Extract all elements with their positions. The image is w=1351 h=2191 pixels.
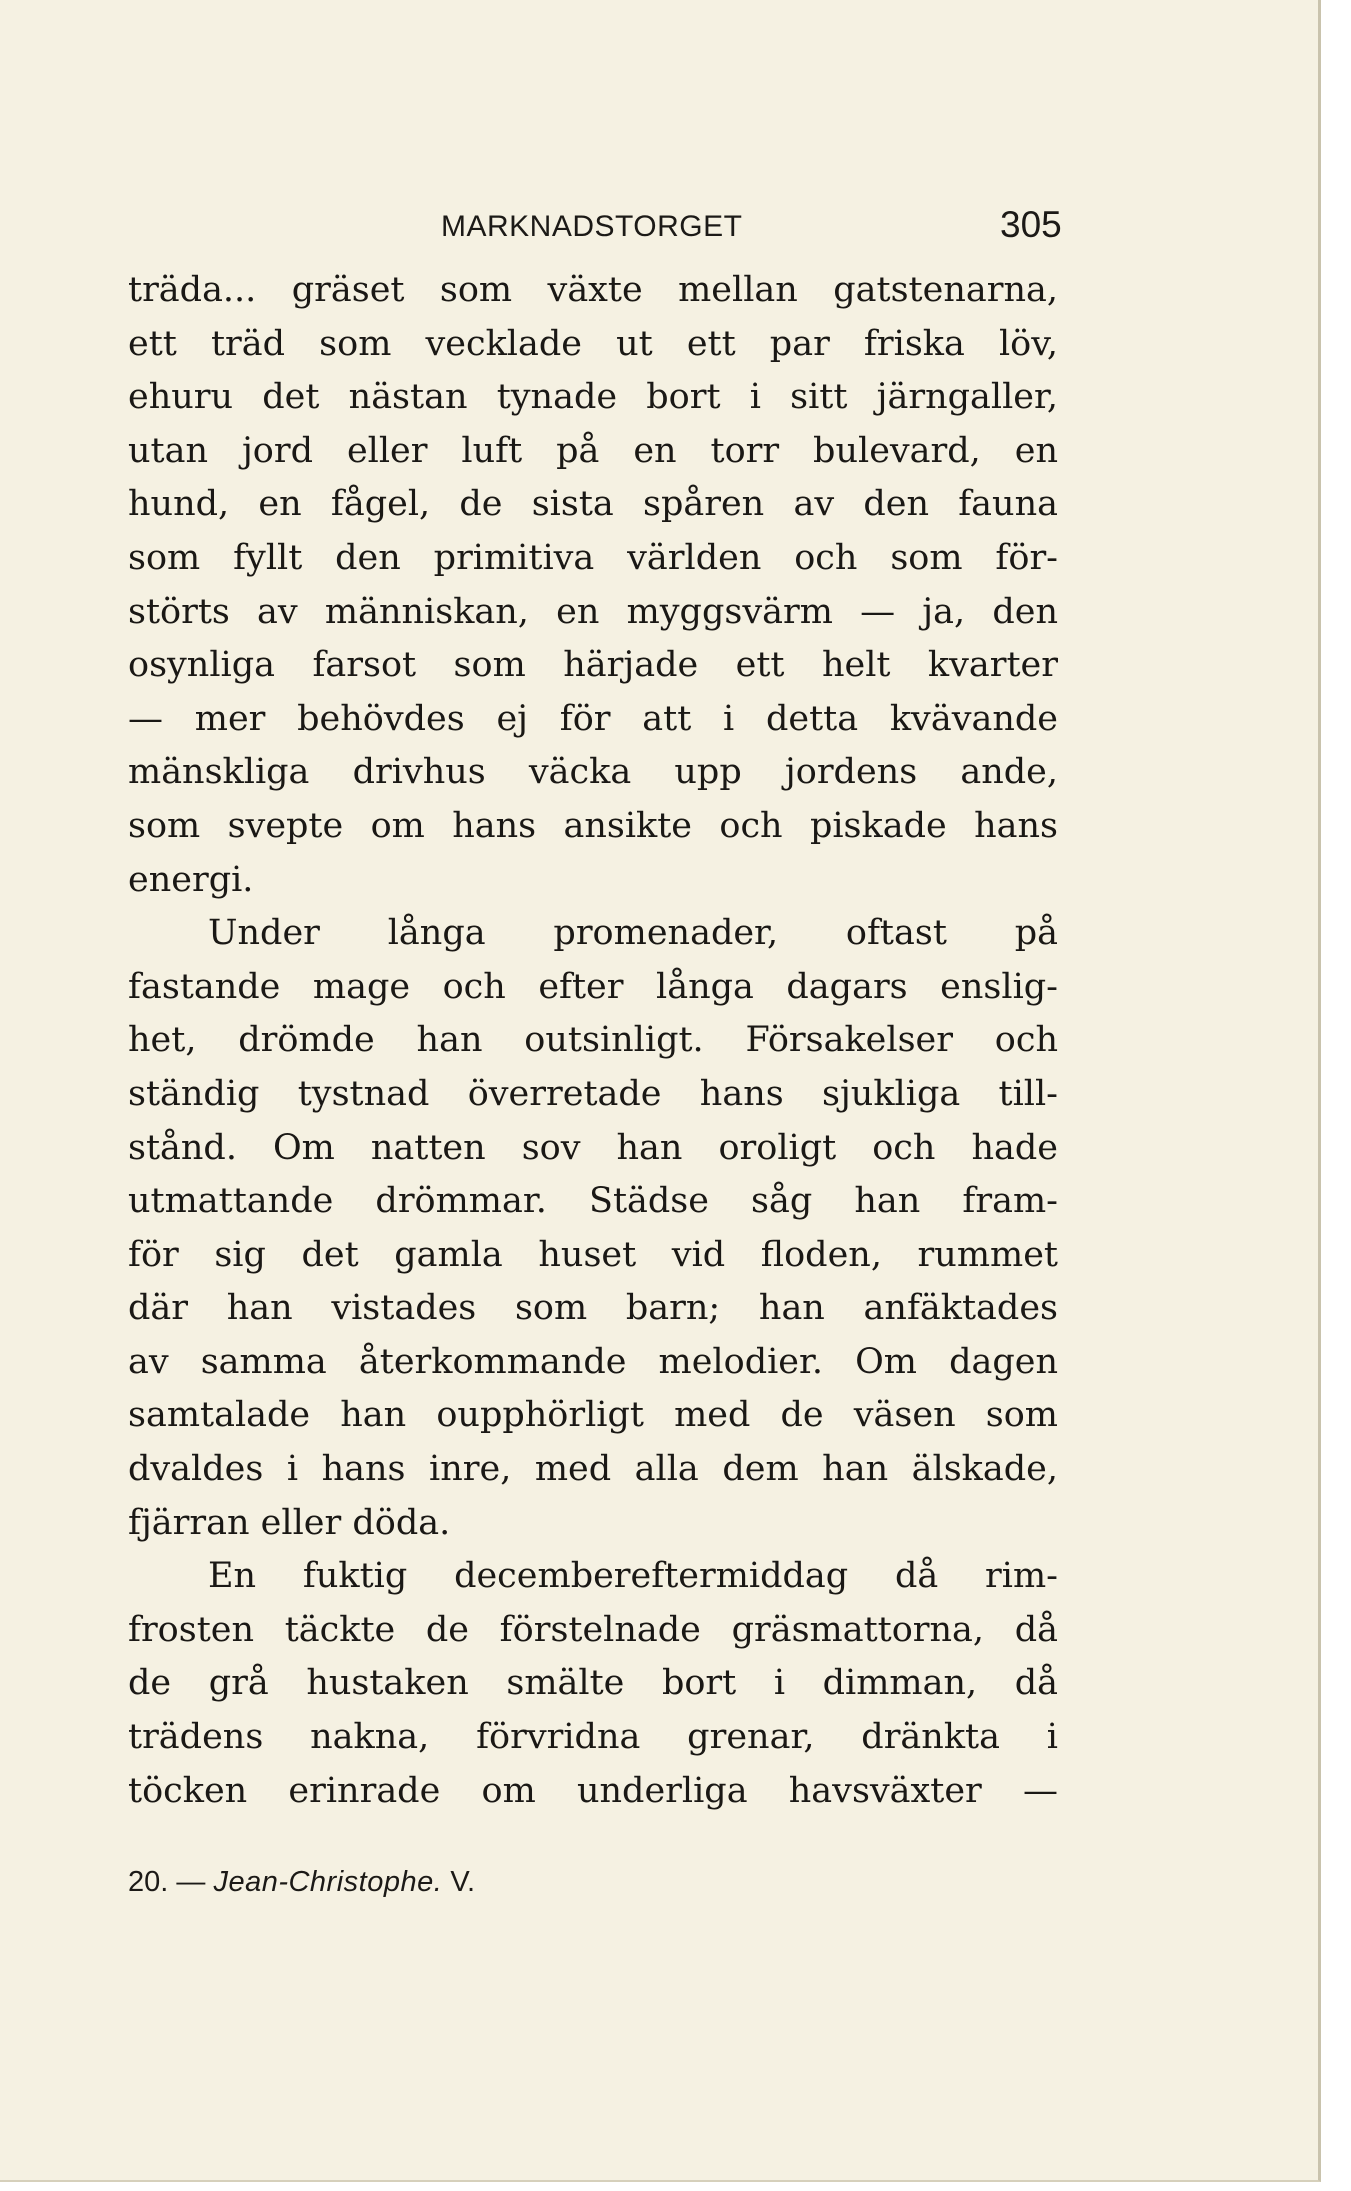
page-header: [0, 202, 1318, 252]
text-line: ett träd som vecklade ut ett par friska löv,: [128, 323, 1058, 364]
text-line: träda... gräset som växte mellan gatstenarna,: [128, 270, 1058, 310]
text-line: dvaldes i hans inre, med alla dem han älskade,: [128, 1449, 1058, 1490]
text-line: töcken erinrade om underliga havsväxter —: [128, 1770, 1058, 1811]
text-line: de grå hustaken smälte bort i dimman, då: [128, 1663, 1058, 1704]
running-title: MARKNADSTORGET: [441, 210, 743, 243]
text-line: ehuru det nästan tynade bort i sitt järngaller,: [128, 377, 1058, 418]
text-line: av samma återkommande melodier. Om dagen: [128, 1341, 1058, 1382]
text-line: samtalade han oupphörligt med de väsen som: [128, 1395, 1058, 1436]
signature-number: 20. —: [128, 1866, 206, 1898]
text-line: hund, en fågel, de sista spåren av den fauna: [128, 484, 1058, 525]
text-line: fastande mage och efter långa dagars enslig-: [128, 966, 1058, 1007]
page-number: 305: [1000, 204, 1062, 245]
text-line: frosten täckte de förstelnade gräsmattorna, då: [128, 1609, 1058, 1650]
text-line: för sig det gamla huset vid floden, rummet: [128, 1234, 1058, 1275]
paragraph-start-line: Under långa promenader, oftast på: [208, 913, 1058, 954]
text-line: — mer behövdes ej för att i detta kvävande: [128, 698, 1058, 739]
text-line: trädens nakna, förvridna grenar, dränkta i: [128, 1717, 1058, 1758]
text-line: som svepte om hans ansikte och piskade hans: [128, 805, 1058, 846]
text-line: där han vistades som barn; han anfäktades: [128, 1288, 1058, 1329]
text-line: fjärran eller döda.: [128, 1502, 451, 1543]
text-line: ständig tystnad överretade hans sjukliga till-: [128, 1073, 1058, 1114]
paragraph-start-line: En fuktig decembereftermiddag då rim-: [208, 1556, 1058, 1597]
text-line: osynliga farsot som härjade ett helt kvarter: [128, 645, 1058, 686]
text-line: het, drömde han outsinligt. Försakelser och: [128, 1020, 1058, 1061]
signature-volume: V.: [450, 1866, 476, 1898]
text-line: störts av människan, en myggsvärm — ja, den: [128, 591, 1058, 632]
text-line: utmattande drömmar. Städse såg han fram-: [128, 1181, 1058, 1222]
body-text: [128, 270, 1058, 1824]
signature-title: Jean-Christophe.: [213, 1866, 443, 1898]
text-line: mänskliga drivhus väcka upp jordens ande,: [128, 752, 1058, 793]
text-line: som fyllt den primitiva världen och som för-: [128, 537, 1058, 578]
text-line: stånd. Om natten sov han oroligt och hade: [128, 1127, 1058, 1168]
text-line: energi.: [128, 859, 254, 900]
text-line: utan jord eller luft på en torr bulevard, en: [128, 430, 1058, 471]
signature-line: [128, 1866, 475, 1899]
